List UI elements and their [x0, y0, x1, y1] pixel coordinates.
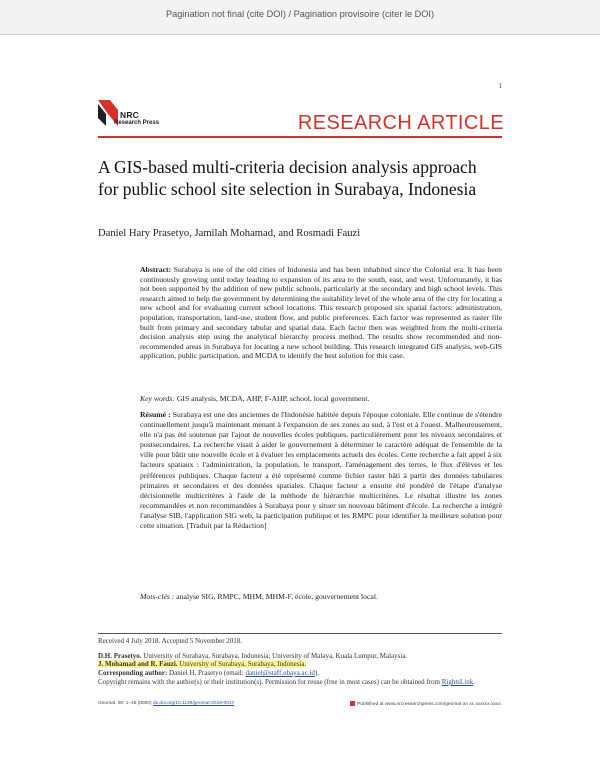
footer-published [350, 701, 502, 707]
footnote-rule [98, 633, 502, 634]
affiliation-2-highlight [98, 660, 306, 668]
page-number: 1 [498, 82, 502, 90]
publisher-square-icon [350, 701, 355, 706]
keywords-text: GIS analysis, MCDA, AHP, F-AHP, school, local government. [176, 394, 370, 403]
corresponding-author [98, 669, 502, 677]
research-press-text: Research Press [114, 120, 160, 126]
pagination-banner [0, 0, 600, 35]
keywords-label: Key words: [140, 394, 175, 403]
paper-title: A GIS-based multi-criteria decision analysis approach for public school site selection in Surabaya, Indonesia [98, 157, 477, 199]
corresponding-email-link[interactable]: daniel@staff.ubaya.ac.id [245, 669, 315, 677]
corresponding-author-close: ). [314, 669, 320, 677]
footer-doi-link[interactable]: dx.doi.org/10.1139/geomat-2018-0017 [152, 701, 235, 706]
resume [140, 410, 502, 531]
mots-cles-label: Mots-clés : [140, 592, 175, 601]
copyright-text: Copyright remains with the author(s) or their institution(s). Permission for reuse (free in most cases) can be obtained from [98, 678, 440, 686]
received-dates: Received 4 July 2018. Accepted 5 November 2018. [98, 637, 243, 645]
article-type-label: RESEARCH ARTICLE [297, 112, 504, 134]
resume-text: Surabaya est une des anciennes de l'Indonésie habitée depuis l'époque coloniale. Elle continue de s'étendre continuellement jusqu'à maintenant menant à l'expansion de ses zones au sud, à l'est et à l'ouest. Malheureusement, elle n'a pas été soutenue par l'ajout de nouvelles écoles publiques, particulièrement pour les niveaux secondaires et postsecondaires. La recherche visait à aider le gouvernement à déterminer le caractère adéquat de l'ensemble de la ville pour bâtir une nouvelle école et à évaluer les emplacements actuels des écoles. Cette recherche a fait appel à six facteurs spatiaux : l'administration, la population, le transport, l'aménagement des terres, le flux d'élèves et les préférences publiques. Chaque facteur a été représenté comme fichier raster bâti à partir des données tabulaires primaires et secondaires et des données spatiales. Chaque facteur a ensuite été pondéré de l'étape d'analyse décisionnelle multicritères à l'aide de la méthode de hiérarchie multicritères. Le résultat illustre les zones recommandées et non recommandées à Surabaya pour y situer un nouveau bâtiment d'école. La recherche a intégré l'analyse SIB, l'application SIG web, la participation publique et les RMPC pour identifier la meilleure solution pour cette situation. [Traduit par la Rédaction] [140, 410, 502, 531]
header-rule [98, 136, 502, 138]
footer-citation [98, 701, 234, 706]
mots-cles-text: analyse SIG, RMPC, MHM, MHM-F, école, gouvernement local. [176, 592, 378, 601]
nrc-logo-text: NRC [120, 110, 140, 120]
nrc-logo [98, 100, 178, 136]
footer-published-text: Published at www.nrcresearchpress.com/geomat on xx xxxxxx xxxx. [357, 702, 502, 707]
mots-cles [140, 592, 502, 601]
affiliation-2-names: J. Mohamad and R. Fauzi. [98, 660, 178, 668]
affiliation-2-text: University of Surabaya, Surabaya, Indonesia. [179, 660, 307, 668]
author-list: Daniel Hary Prasetyo, Jamilah Mohamad, and Rosmadi Fauzi [98, 228, 361, 239]
affiliation-1-names: D.H. Prasetyo. [98, 652, 142, 660]
footer-journal: Geomat. 00: 1–16 (0000) [98, 701, 152, 706]
resume-label: Résumé : [140, 410, 171, 419]
keywords [140, 394, 502, 403]
affiliation-1-text: University of Surabaya, Surabaya, Indonesia; University of Malaya, Kuala Lumpur, Malaysia. [143, 652, 408, 660]
rightslink-link[interactable]: RightsLink [441, 678, 474, 686]
abstract-label: Abstract: [140, 265, 172, 274]
copyright-notice [98, 678, 502, 687]
affiliation-2 [98, 660, 502, 668]
pagination-notice: Pagination not final (cite DOI) / Pagination provisoire (citer le DOI) [165, 9, 435, 19]
abstract-text: Surabaya is one of the old cities of Indonesia and has been inhabited since the Colonial era. It has been continuously growing until today leading to expansion of its area to the south, east, and west. Unfortunately, it has not been supported by the addition of new public schools, particularly at the secondary and high school levels. This research aimed to help the government by determining the suitability level of the whole area of the city for locating a new school and for evaluating current school locations. This research proposed six spatial factors: administration, population, transportation, land-use, student flow, and public preferences. Each factor was represented as raster file built from primary and secondary tabular and spatial data. Each factor then was weighted from the multi-criteria decision analysis step using the analytical hierarchy process method. The results show recommended and non-recommended areas in Surabaya for locating a new school building. This research integrated GIS analysis, web-GIS application, public participation, and MCDA to identify the best solution for this case. [140, 265, 503, 361]
abstract [140, 265, 502, 361]
corresponding-author-text: Daniel H. Prasetyo (email: [169, 669, 244, 677]
corresponding-author-label: Corresponding author: [98, 669, 168, 677]
copyright-end: . [473, 678, 475, 686]
affiliation-1 [98, 652, 502, 660]
